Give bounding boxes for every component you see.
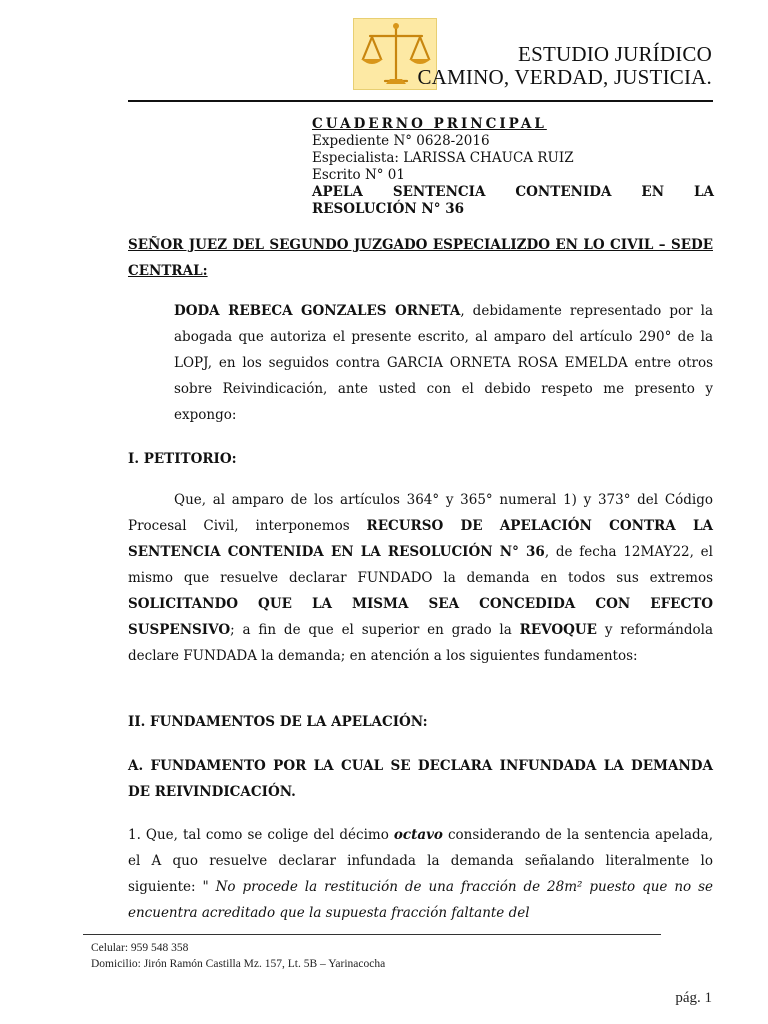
specialist: Especialista: LARISSA CHAUCA RUIZ <box>312 150 574 166</box>
petitorio-bold-1: RECURSO DE APELACIÓN CONTRA LA SENTENCIA CONTENIDA EN LA RESOLUCIÓN N° 36 <box>128 518 713 560</box>
firm-motto: CAMINO, VERDAD, JUSTICIA. <box>417 65 712 89</box>
fundamento-quote: " No procede la restitución de una fracción de 28m² puesto que no se encuentra acreditado que la supuesta fracción faltante del <box>128 879 713 921</box>
footer-address: Domicilio: Jirón Ramón Castilla Mz. 157, Lt. 5B – Yarinacocha <box>91 958 386 970</box>
addressee: SEÑOR JUEZ DEL SEGUNDO JUZGADO ESPECIALIZDO EN LO CIVIL – SEDE CENTRAL: <box>128 237 713 279</box>
footer-divider <box>83 934 661 935</box>
petitorio-text-3: ; a fin de que el superior en grado la <box>230 622 520 638</box>
petitioner-name: DODA REBECA GONZALES ORNETA <box>174 303 461 319</box>
page-number: pág. 1 <box>675 990 712 1006</box>
brief-number: Escrito N° 01 <box>312 167 405 183</box>
subsection-heading-a: A. FUNDAMENTO POR LA CUAL SE DECLARA INFUNDADA LA DEMANDA DE REIVINDICACIÓN. <box>128 758 713 800</box>
intro-text: , debidamente representado por la abogada que autoriza el presente escrito, al amparo del artículo 290° de la LOPJ, en los seguidos contra GARCIA ORNETA ROSA EMELDA entre otros sobre Reivindicación, ante usted con el debido respeto me presento y expongo: <box>174 303 713 423</box>
fundamento-emphasis: octavo <box>393 827 443 843</box>
header-divider <box>128 100 713 102</box>
summary-line-2: RESOLUCIÓN N° 36 <box>312 201 464 217</box>
firm-name: ESTUDIO JURÍDICO <box>518 42 712 66</box>
section-heading-fundamentos: II. FUNDAMENTOS DE LA APELACIÓN: <box>128 714 428 730</box>
petitorio-text-1: Que, al amparo de los artículos 364° y 365° numeral 1) y 373° del Código Procesal Civil, interponemos <box>128 492 713 534</box>
notebook-title: CUADERNO PRINCIPAL <box>312 116 547 132</box>
petitorio-paragraph <box>128 487 713 669</box>
petitorio-text-2: , de fecha 12MAY22, el mismo que resuelve declarar FUNDADO la demanda en todos sus extremos <box>128 544 713 586</box>
footer-phone: Celular: 959 548 358 <box>91 942 189 954</box>
summary-line-1: APELA SENTENCIA CONTENIDA EN LA <box>312 184 714 200</box>
case-metadata <box>312 116 714 218</box>
petitorio-bold-3: REVOQUE <box>519 622 597 638</box>
petitorio-text-4: y reformándola declare FUNDADA la demanda; en atención a los siguientes fundamentos: <box>128 622 713 664</box>
fundamento-text-2: considerando de la sentencia apelada, el A quo resuelve declarar infundada la demanda señalando literalmente lo siguiente: <box>128 827 714 895</box>
section-heading-petitorio: I. PETITORIO: <box>128 451 237 467</box>
petitorio-bold-2: SOLICITANDO QUE LA MISMA SEA CONCEDIDA CON EFECTO SUSPENSIVO <box>128 596 713 638</box>
fundamento-paragraph-1 <box>128 822 713 926</box>
fundamento-text-1: 1. Que, tal como se colige del décimo <box>128 827 394 843</box>
case-number: Expediente N° 0628-2016 <box>312 133 490 149</box>
intro-paragraph <box>174 298 713 428</box>
